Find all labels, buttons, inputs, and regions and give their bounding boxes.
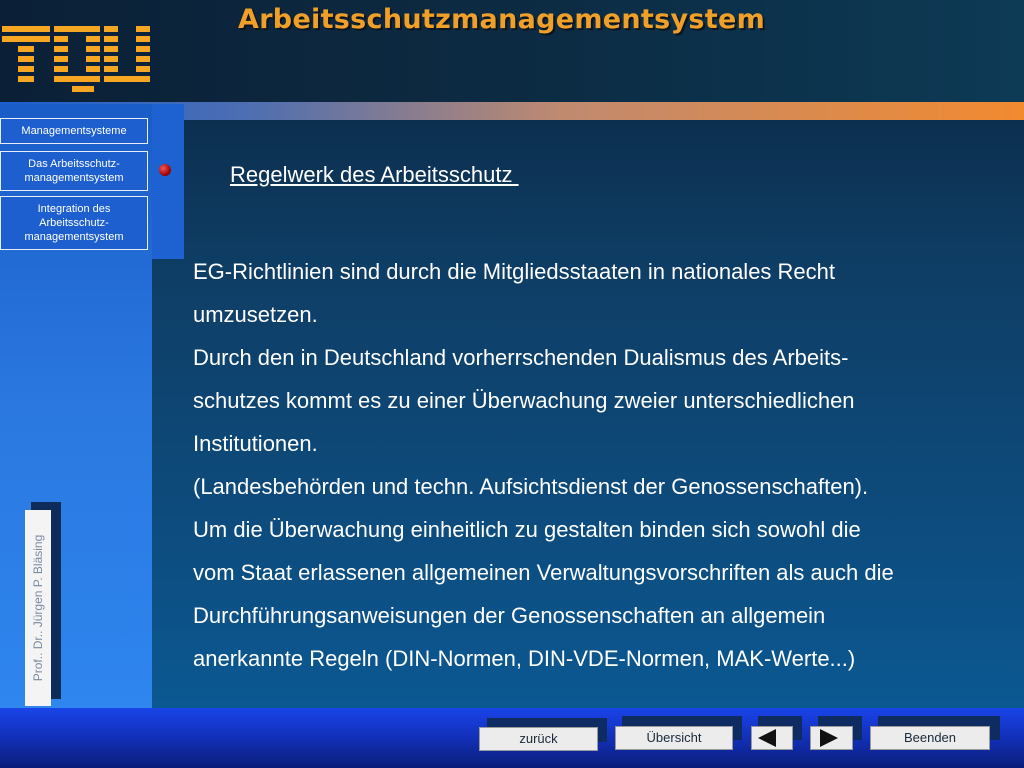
content-area-top: [184, 120, 1024, 259]
next-button[interactable]: [810, 726, 853, 750]
text-line: schutzes kommt es zu einer Überwachung zweier unterschiedlichen: [193, 388, 855, 413]
sidebar-item-label: Managementsysteme: [21, 125, 127, 137]
text-line: anerkannte Regeln (DIN-Normen, DIN-VDE-Normen, MAK-Werte...): [193, 646, 856, 671]
tqu-logo: [2, 14, 152, 98]
page-title: Arbeitsschutzmanagementsystem: [238, 4, 766, 35]
body-text: [193, 250, 1015, 680]
text-line: Um die Überwachung einheitlich zu gestalten binden sich sowohl die: [193, 517, 861, 542]
sidebar: [0, 104, 152, 708]
bullet-icon: [159, 164, 171, 176]
text-line: Durch den in Deutschland vorherrschenden Dualismus des Arbeits-: [193, 345, 849, 370]
sidebar-item-label: Das Arbeitsschutz-managementsystem: [24, 158, 124, 184]
header-bar: [0, 0, 1024, 104]
text-line: EG-Richtlinien sind durch die Mitgliedsstaaten in nationales Recht: [193, 259, 836, 284]
sidebar-item-managementsysteme[interactable]: [0, 118, 148, 144]
exit-button[interactable]: Beenden: [870, 726, 990, 750]
author-name: Prof.. Dr.. Jürgen P. Bläsing: [31, 534, 45, 682]
text-line: umzusetzen.: [193, 302, 318, 327]
sidebar-extension: [152, 104, 184, 259]
triangle-left-icon: [758, 729, 776, 747]
section-heading-link[interactable]: Regelwerk des Arbeitsschutz: [230, 162, 519, 187]
back-button[interactable]: zurück: [479, 727, 598, 751]
previous-button[interactable]: [751, 726, 793, 750]
text-line: Durchführungsanweisungen der Genossenschaften an allgemein: [193, 603, 826, 628]
sidebar-item-arbeitsschutz[interactable]: [0, 151, 148, 191]
sidebar-item-label: Integration des Arbeitsschutz-managementsystem: [24, 203, 124, 243]
text-line: (Landesbehörden und techn. Aufsichtsdienst der Genossenschaften).: [193, 474, 869, 499]
text-line: vom Staat erlassenen allgemeinen Verwaltungsvorschriften als auch die: [193, 560, 894, 585]
author-label: [25, 510, 51, 706]
text-line: Institutionen.: [193, 431, 318, 456]
triangle-right-icon: [820, 729, 838, 747]
sidebar-item-integration[interactable]: [0, 196, 148, 250]
overview-button[interactable]: Übersicht: [615, 726, 733, 750]
